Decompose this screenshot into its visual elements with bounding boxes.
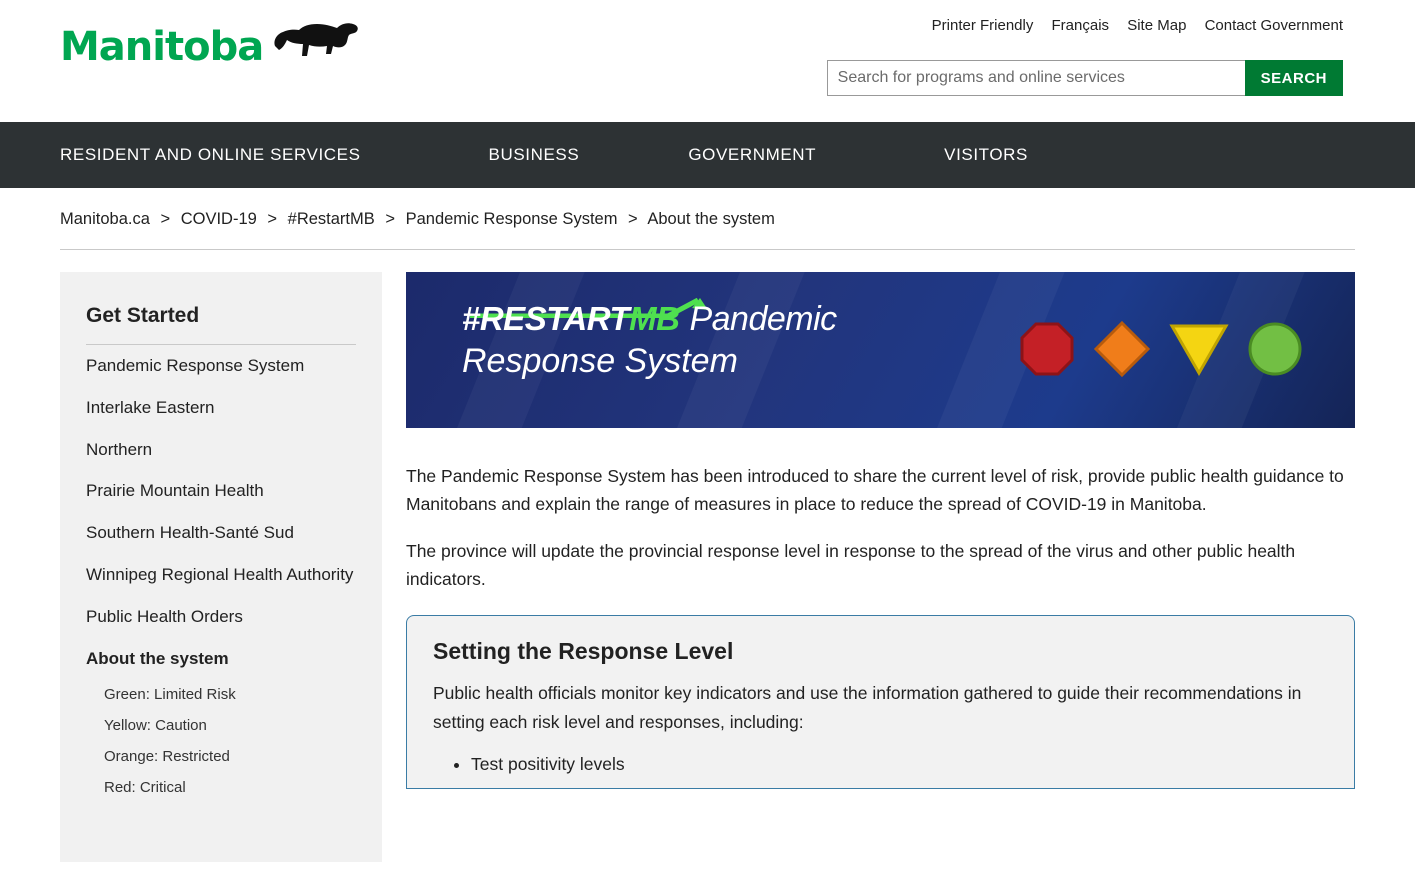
francais-link[interactable]: Français	[1051, 17, 1110, 34]
nav-item-government[interactable]: GOVERNMENT	[688, 145, 817, 164]
printer-friendly-link[interactable]: Printer Friendly	[931, 17, 1034, 34]
setting-response-level-callout	[406, 615, 1355, 789]
bison-icon	[269, 18, 361, 67]
banner-pandemic-word: Pandemic	[689, 300, 837, 338]
orange-diamond-icon	[1093, 320, 1151, 378]
intro-paragraph-2: The province will update the provincial response level in response to the spread of the virus and other public health indicators.	[406, 540, 1296, 590]
main-column	[406, 272, 1355, 862]
search-input[interactable]	[827, 60, 1245, 96]
yellow-triangle-icon	[1169, 322, 1229, 376]
logo-wordmark: Manitoba	[60, 23, 264, 70]
breadcrumb-separator: >	[385, 210, 395, 228]
sidebar-subitem-red-critical[interactable]: Red: Critical	[104, 779, 186, 797]
sidebar-subitem-green-limited-risk[interactable]: Green: Limited Risk	[104, 686, 236, 704]
banner-text	[462, 302, 837, 379]
list-item: • Test positivity levels	[471, 750, 1328, 778]
callout-body: Public health officials monitor key indicators and use the information gathered to guide their recommendations in setting each risk level and responses, including:	[433, 683, 1302, 732]
callout-title: Setting the Response Level	[433, 638, 734, 665]
breadcrumb-wrapper	[0, 188, 1415, 250]
search-area	[827, 60, 1343, 96]
breadcrumb-separator: >	[160, 210, 171, 228]
callout-list	[433, 750, 1328, 778]
contact-government-link[interactable]: Contact Government	[1204, 17, 1343, 34]
page-content	[0, 250, 1415, 862]
sidebar-subitem-yellow-caution[interactable]: Yellow: Caution	[104, 717, 207, 735]
sidebar-item-prairie-mountain-health[interactable]: Prairie Mountain Health	[86, 481, 264, 501]
banner-line-2: Response System	[462, 341, 738, 380]
nav-item-business[interactable]: BUSINESS	[488, 145, 580, 164]
manitoba-logo[interactable]	[60, 23, 361, 70]
site-header	[0, 0, 1415, 122]
intro-paragraph-1: The Pandemic Response System has been introduced to share the current level of risk, provide public health guidance to Manitobans and explain the range of measures in place to reduce the spread of COVID-19 in Manitoba.	[406, 466, 1344, 515]
breadcrumb-separator: >	[267, 210, 278, 228]
breadcrumb-item-about-the-system: About the system	[647, 210, 775, 228]
sidebar-item-winnipeg-regional-health-authority[interactable]: Winnipeg Regional Health Authority	[86, 564, 354, 584]
red-octagon-icon	[1019, 321, 1075, 377]
breadcrumb	[60, 210, 1355, 250]
sidebar-item-southern-health-sante-sud[interactable]: Southern Health-Santé Sud	[86, 523, 294, 543]
site-map-link[interactable]: Site Map	[1127, 17, 1187, 34]
nav-item-visitors[interactable]: VISITORS	[944, 145, 1028, 164]
sidebar-title: Get Started	[86, 304, 356, 345]
sidebar-subitem-orange-restricted[interactable]: Orange: Restricted	[104, 748, 230, 766]
banner-line-1	[462, 302, 837, 338]
search-button[interactable]: SEARCH	[1245, 60, 1343, 96]
sidebar-item-northern[interactable]: Northern	[86, 439, 153, 459]
main-navigation	[0, 122, 1415, 188]
green-circle-icon	[1247, 321, 1303, 377]
sidebar-item-about-the-system[interactable]: About the system	[86, 648, 229, 668]
sidebar-item-interlake-eastern[interactable]: Interlake Eastern	[86, 397, 215, 417]
breadcrumb-item-covid-19[interactable]: COVID-19	[180, 210, 257, 228]
sidebar-item-public-health-orders[interactable]: Public Health Orders	[86, 606, 243, 626]
sidebar-item-pandemic-response-system[interactable]: Pandemic Response System	[86, 356, 305, 375]
banner-shapes	[1019, 320, 1303, 378]
breadcrumb-item-restartmb[interactable]: #RestartMB	[287, 210, 375, 228]
breadcrumb-separator: >	[628, 210, 638, 228]
breadcrumb-item-manitoba-ca[interactable]: Manitoba.ca	[60, 210, 150, 228]
banner-hash-restart: #RESTART	[462, 300, 630, 337]
restartmb-banner	[406, 272, 1355, 428]
nav-item-resident-and-online-services[interactable]: RESIDENT AND ONLINE SERVICES	[60, 145, 361, 164]
sidebar	[60, 272, 382, 862]
banner-mb: MB	[629, 300, 680, 337]
utility-links	[932, 17, 1343, 34]
breadcrumb-item-pandemic-response-system[interactable]: Pandemic Response System	[405, 210, 618, 228]
